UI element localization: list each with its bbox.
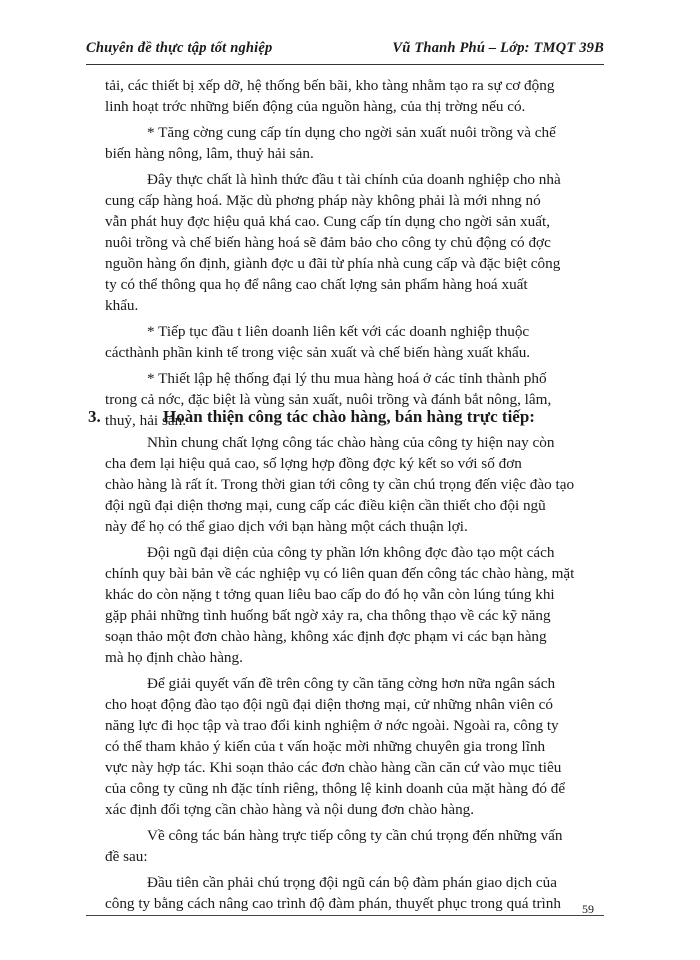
text-line: đội ngũ đại diện thơng mại, cung cấp các điều kiện cần thiết cho đội ngũ [105, 497, 546, 514]
text-line: xác định đối tợng cần chào hàng và nội dung đơn chào hàng. [105, 801, 475, 818]
paragraph [105, 872, 603, 914]
body-text-bottom [105, 432, 603, 914]
header-divider [86, 64, 604, 65]
paragraph [105, 122, 603, 164]
section-heading [88, 407, 608, 431]
text-line: cho hoạt động đào tạo đội ngũ đại diện thơng mại, cử những nhân viên có [105, 696, 553, 713]
text-line: có thể tham khảo ý kiến của t vấn hoặc mời những chuyên gia trong lĩnh [105, 738, 546, 755]
text-line: Để giải quyết vấn đề trên công ty cần tăng cờng hơn nữa ngân sách [147, 675, 556, 692]
text-line: linh hoạt trớc những biến động của nguồn hàng, của thị trờng nếu có. [105, 98, 526, 115]
section-number: 3. [88, 407, 101, 426]
text-line: gặp phải những tình huống bất ngờ xảy ra, cha thông thạo về các kỹ năng [105, 607, 551, 624]
body-text-top [105, 75, 603, 431]
text-line: tải, các thiết bị xếp dỡ, hệ thống bến bãi, kho tàng nhằm tạo ra sự cơ động [105, 77, 555, 94]
text-line: * Tăng cờng cung cấp tín dụng cho ngời sản xuất nuôi trồng và chế [147, 124, 556, 141]
text-line: khác do còn nặng t tởng quan liêu bao cấp do đó họ vẫn còn lúng túng khi [105, 586, 555, 603]
page-header [86, 40, 604, 62]
text-line: nuôi trồng và chế biến hàng hoá sẽ đảm bảo cho công ty chủ động có đợc [105, 234, 551, 251]
paragraph [105, 169, 603, 316]
text-line: Đây thực chất là hình thức đầu t tài chính của doanh nghiệp cho nhà [147, 171, 561, 188]
text-line: vẫn phát huy đợc hiệu quả khá cao. Cung cấp tín dụng cho ngời sản xuất, [105, 213, 551, 230]
text-line: của công ty cũng nh đặc tính riêng, thông lệ kinh doanh của mặt hàng đó để [105, 780, 566, 797]
text-line: Đầu tiên cần phải chú trọng đội ngũ cán bộ đàm phán giao dịch của [147, 874, 557, 891]
text-line: này để họ có thể giao dịch với bạn hàng một cách thuận lợi. [105, 518, 468, 535]
paragraph [105, 825, 603, 867]
paragraph [105, 75, 603, 117]
header-right-author: Vũ Thanh Phú – Lớp: TMQT 39B [392, 40, 604, 56]
text-line: thuỷ, hải sản. [105, 412, 186, 429]
text-line: Về công tác bán hàng trực tiếp công ty cần chú trọng đến những vấn [147, 827, 563, 844]
text-line: biến hàng nông, lâm, thuỷ hải sản. [105, 145, 314, 162]
text-line: soạn thảo một đơn chào hàng, không xác định đợc phạm vi các bạn hàng [105, 628, 547, 645]
text-line: công ty bằng cách nâng cao trình độ đàm phán, thuyết phục trong quá trình [105, 895, 561, 912]
text-line: trong cả nớc, đặc biệt là vùng sản xuất, nuôi trồng và đánh bắt nông, lâm, [105, 391, 552, 408]
text-line: nguồn hàng ổn định, giành đợc u đãi từ phía nhà cung cấp và đặc biệt công [105, 255, 561, 272]
paragraph [105, 432, 603, 537]
text-line: năng lực đi học tập và trao đổi kinh nghiệm ở nớc ngoài. Ngoài ra, công ty [105, 717, 559, 734]
text-line: cung cấp hàng hoá. Mặc dù phơng pháp này không phải là mới nhng nó [105, 192, 541, 209]
footer-divider [86, 915, 604, 916]
paragraph [105, 673, 603, 820]
text-line: đề sau: [105, 848, 148, 865]
text-line: cha đem lại hiệu quả cao, số lợng hợp đồng đợc ký kết so với số đơn [105, 455, 522, 472]
text-line: * Thiết lập hệ thống đại lý thu mua hàng hoá ở các tỉnh thành phố [147, 370, 547, 387]
paragraph [105, 542, 603, 668]
text-line: vực này hợp tác. Khi soạn thảo các đơn chào hàng cần căn cứ vào mục tiêu [105, 759, 562, 776]
page-number: 59 [582, 902, 594, 916]
text-line: mà họ định chào hàng. [105, 649, 243, 666]
text-line: ty có thể thông qua họ để nâng cao chất lợng sản phẩm hàng hoá xuất [105, 276, 528, 293]
section-title: Hoàn thiện công tác chào hàng, bán hàng trực tiếp: [163, 407, 535, 426]
paragraph [105, 321, 603, 363]
text-line: khẩu. [105, 297, 139, 314]
header-left-title: Chuyên đề thực tập tốt nghiệp [86, 40, 273, 56]
text-line: Nhìn chung chất lợng công tác chào hàng của công ty hiện nay còn [147, 434, 555, 451]
text-line: * Tiếp tục đầu t liên doanh liên kết với các doanh nghiệp thuộc [147, 323, 530, 340]
text-line: cácthành phần kinh tế trong việc sản xuất và chế biến hàng xuất khẩu. [105, 344, 531, 361]
text-line: chính quy bài bản về các nghiệp vụ có liên quan đến công tác chào hàng, mặt [105, 565, 575, 582]
text-line: chào hàng là rất ít. Trong thời gian tới công ty cần chú trọng đến việc đào tạo [105, 476, 575, 493]
text-line: Đội ngũ đại diện của công ty phần lớn không đợc đào tạo một cách [147, 544, 555, 561]
